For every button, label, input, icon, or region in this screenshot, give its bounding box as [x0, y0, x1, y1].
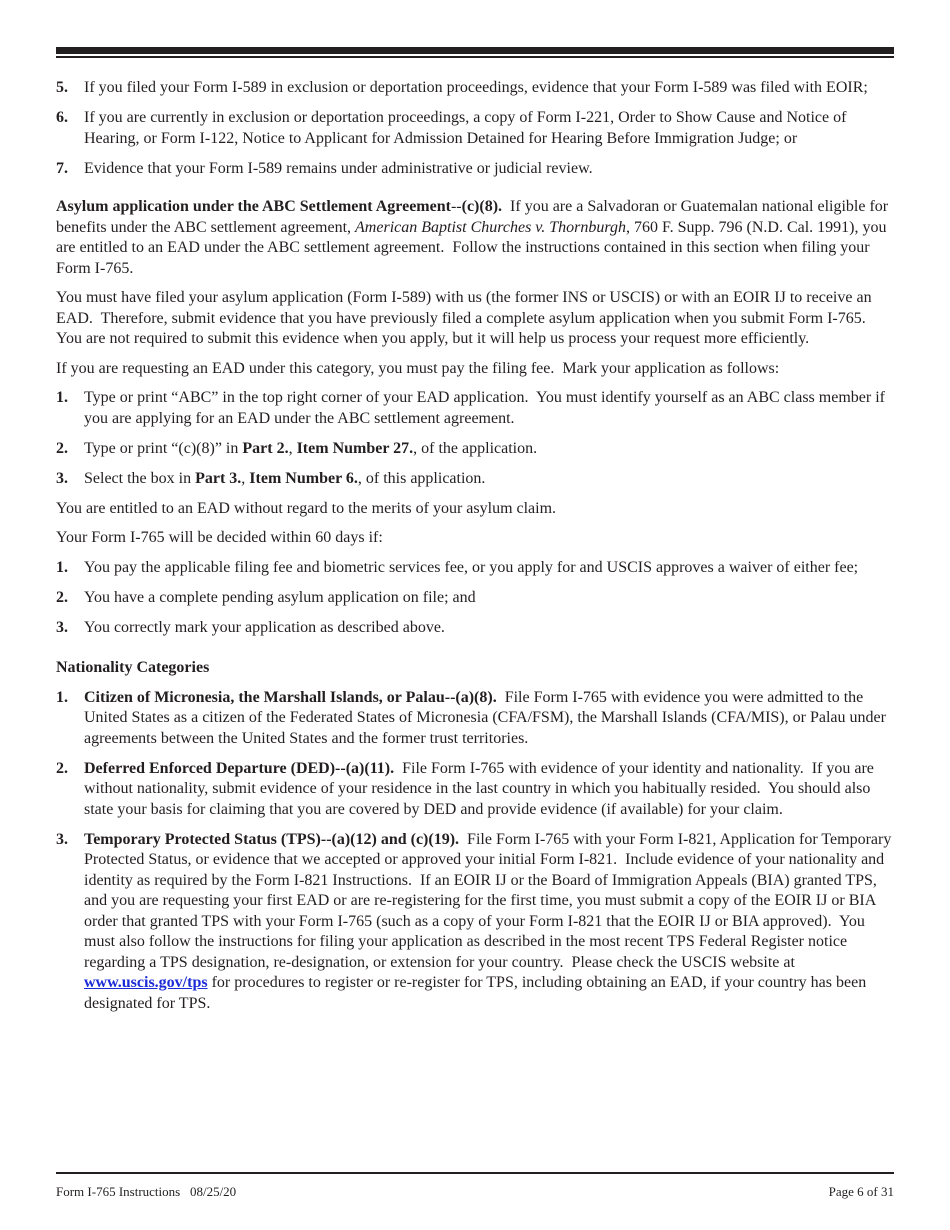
abc-case-name: American Baptist Churches v. Thornburgh [355, 218, 626, 236]
ref-sep: , [241, 469, 250, 487]
item-text: File Form I-765 with your Form I-821, Application for Temporary Protected Status, or evidence that we accepted or approved your initial Form I-821. Include evidence of your nationality and identity as required by the Form I-821 Instructions. If an EOIR IJ or the Board of Immigration Appeals (BIA) granted TPS, and you are requesting your first EAD or are re-registering for the first time, you must submit a copy of the EOIR IJ or BIA order that granted TPS with your Form I-765 (such as a copy of your Form I-821 that the EOIR IJ or BIA approved). You must also follow the instructions for filing your application as described in the most recent TPS Federal Register notice regarding a TPS designation, re-designation, or extension for your country. Please check the USCIS website at [84, 830, 896, 971]
list-item [56, 159, 894, 180]
abc-code: (c)(8). [461, 198, 503, 215]
part-ref: Part 2. [242, 439, 289, 457]
item-number: 2. [56, 759, 68, 777]
list-item [56, 588, 894, 609]
section-heading: Nationality Categories [56, 659, 210, 676]
item-number: 1. [56, 389, 68, 406]
item-text: You pay the applicable filing fee and biometric services fee, or you apply for and USCIS approves a waiver of either fee; [84, 558, 859, 576]
item-number: 3. [56, 469, 68, 487]
list-item [56, 618, 894, 639]
item-number: 2. [56, 439, 68, 457]
list-item [56, 439, 894, 460]
item-text: If you filed your Form I-589 in exclusion or deportation proceedings, evidence that your Form I-589 was filed with EOIR; [84, 79, 868, 96]
list-item [56, 558, 894, 579]
item-number: 3. [56, 830, 68, 848]
list-item [56, 469, 894, 490]
item-title: Citizen of Micronesia, the Marshall Islands, or Palau--(a)(8). [84, 688, 497, 706]
ref-sep: , [288, 439, 297, 457]
item-number: 6. [56, 109, 68, 126]
abc-text-2: , 760 F. Supp. 796 (N.D. Cal. 1991), you are entitled to an EAD under the ABC settlement agreement. Follow the instructions contained in this section when filing your Form I-765. [56, 218, 891, 277]
item-text: You correctly mark your application as described above. [84, 618, 445, 636]
item-number: 3. [56, 618, 68, 636]
item-ref: Item Number 6. [249, 469, 358, 487]
item-text: Type or print “ABC” in the top right corner of your EAD application. You must identify yourself as an ABC class member if you are applying for an EAD under the ABC settlement agreement. [84, 389, 889, 427]
header-rule-thick [56, 47, 894, 54]
list-item [56, 688, 894, 750]
uscis-tps-link[interactable]: www.uscis.gov/tps [84, 974, 208, 991]
abc-dashes: -- [450, 198, 462, 215]
item-number: 7. [56, 159, 68, 177]
list-item [56, 830, 894, 1015]
decided-paragraph: Your Form I-765 will be decided within 60 days if: [56, 529, 383, 546]
abc-heading: Asylum application under the ABC Settlement Agreement [56, 198, 451, 215]
item-number: 1. [56, 558, 68, 576]
item-text: Evidence that your Form I-589 remains under administrative or judicial review. [84, 159, 593, 177]
header-rule-thin [56, 56, 894, 58]
footer-rule [56, 1172, 894, 1174]
list-item [56, 759, 894, 821]
item-number: 5. [56, 79, 68, 96]
item-text: If you are currently in exclusion or deportation proceedings, a copy of Form I-221, Order to Show Cause and Notice of Hearing, or Form I-122, Notice to Applicant for Admission Detained for Hearing Before Immigration Judge; or [84, 109, 847, 147]
item-text: File Form I-765 with evidence of your identity and nationality. If you are without nationality, submit evidence of your residence in the last country in which you habitually resided. You should also state your basis for claiming that you are covered by DED and provide evidence (if available) for your claim. [84, 759, 878, 818]
item-text-pre: Select the box in [84, 469, 196, 487]
list-item [56, 78, 894, 99]
item-text-pre: Type or print “(c)(8)” in [84, 439, 243, 457]
footer-form-info: Form I-765 Instructions 08/25/20 [56, 1184, 237, 1199]
item-title: Deferred Enforced Departure (DED)--(a)(11). [84, 759, 395, 777]
entitled-paragraph: You are entitled to an EAD without regard to the merits of your asylum claim. [56, 499, 557, 517]
list-item [56, 108, 894, 149]
footer-page-number: Page 6 of 31 [828, 1184, 894, 1199]
abc-paragraph [56, 197, 894, 279]
item-text-post: , of this application. [357, 469, 486, 487]
item-title: Temporary Protected Status (TPS)--(a)(12) and (c)(19). [84, 830, 460, 848]
item-text-post: , of the application. [413, 439, 538, 457]
part-ref: Part 3. [195, 469, 242, 487]
page-content [56, 78, 894, 1024]
item-number: 2. [56, 588, 68, 606]
fee-paragraph: If you are requesting an EAD under this category, you must pay the filing fee. Mark your application as follows: [56, 359, 780, 377]
list-item [56, 388, 894, 429]
item-text-after: for procedures to register or re-register for TPS, including obtaining an EAD, if your country has been designated for TPS. [84, 974, 867, 1012]
item-text: You have a complete pending asylum application on file; and [84, 588, 476, 606]
item-ref: Item Number 27. [296, 439, 414, 457]
item-number: 1. [56, 688, 68, 706]
item-text: File Form I-765 with evidence you were admitted to the United States as a citizen of the Federated States of Micronesia (CFA/FSM), the Marshall Islands (CFA/MIS), or Palau under agreements between the United States and the former trust territories. [84, 688, 890, 747]
filed-paragraph: You must have filed your asylum application (Form I-589) with us (the former INS or USCIS) or with an EOIR IJ to receive an EAD. Therefore, submit evidence that you have previously filed a complete asylum application when you submit Form I-765. You are not required to submit this evidence when you apply, but it will help us process your request more efficiently. [56, 289, 876, 347]
abc-text-1: If you are a Salvadoran or Guatemalan national eligible for benefits under the ABC settlement agreement, [56, 198, 893, 236]
